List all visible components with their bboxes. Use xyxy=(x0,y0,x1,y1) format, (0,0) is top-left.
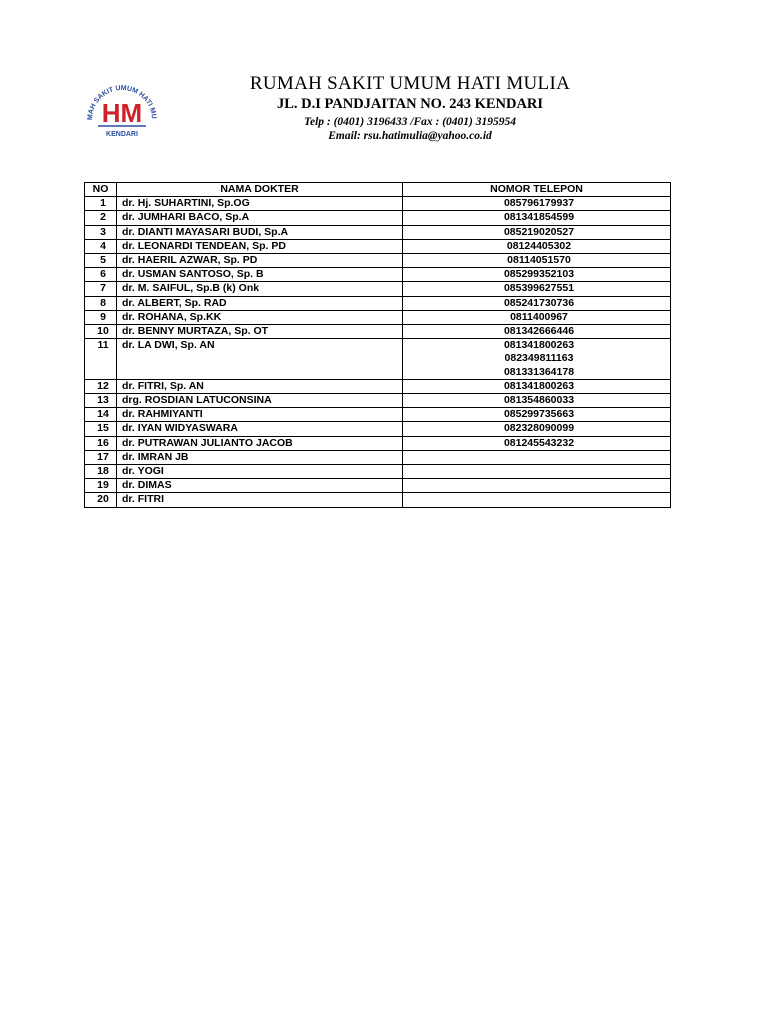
phone-number: 082349811163 xyxy=(504,352,574,365)
doctor-name: dr. FITRI xyxy=(117,493,403,507)
phone-number: 08114051570 xyxy=(507,254,571,267)
table-row xyxy=(85,408,671,422)
column-header-phone-number: NOMOR TELEPON xyxy=(403,183,671,197)
phone-number-cell xyxy=(403,339,671,380)
row-number: 14 xyxy=(85,408,117,422)
row-number: 3 xyxy=(85,225,117,239)
phone-number-cell xyxy=(403,197,671,211)
doctor-name: dr. IMRAN JB xyxy=(117,450,403,464)
doctor-name: dr. FITRI, Sp. AN xyxy=(117,379,403,393)
phone-number: 081341800263 xyxy=(503,339,575,352)
phone-number-cell xyxy=(403,225,671,239)
logo-monogram: HM xyxy=(101,98,143,128)
phone-number-cell xyxy=(403,450,671,464)
table-row xyxy=(85,254,671,268)
logo-bottom-text: KENDARI xyxy=(106,131,138,138)
phone-number: 081331364178 xyxy=(503,365,575,378)
row-number: 10 xyxy=(85,325,117,339)
phone-number: 085241730736 xyxy=(503,296,575,309)
phone-number-cell xyxy=(403,379,671,393)
doctor-name: dr. DIANTI MAYASARI BUDI, Sp.A xyxy=(117,225,403,239)
doctor-name: dr. HAERIL AZWAR, Sp. PD xyxy=(117,254,403,268)
table-row xyxy=(85,394,671,408)
doctor-name: dr. M. SAIFUL, Sp.B (k) Onk xyxy=(117,282,403,296)
phone-number: 085299352103 xyxy=(503,268,575,281)
phone-number-cell xyxy=(403,310,671,324)
row-number: 4 xyxy=(85,239,117,253)
phone-number-cell xyxy=(403,436,671,450)
phone-number-cell xyxy=(403,268,671,282)
row-number: 15 xyxy=(85,422,117,436)
phone-number-cell xyxy=(403,325,671,339)
doctor-name: dr. BENNY MURTAZA, Sp. OT xyxy=(117,325,403,339)
column-header-doctor-name: NAMA DOKTER xyxy=(117,183,403,197)
phone-number: 081354860033 xyxy=(503,394,575,407)
hospital-email: Email: rsu.hatimulia@yahoo.co.id xyxy=(328,130,492,142)
phone-number-cell xyxy=(403,479,671,493)
row-number: 18 xyxy=(85,465,117,479)
phone-number-cell xyxy=(403,254,671,268)
doctor-name: dr. RAHMIYANTI xyxy=(117,408,403,422)
table-header-row xyxy=(85,183,671,197)
table-row xyxy=(85,282,671,296)
phone-number-cell xyxy=(403,465,671,479)
phone-number: 085796179937 xyxy=(503,197,575,210)
doctor-name: dr. LEONARDI TENDEAN, Sp. PD xyxy=(117,239,403,253)
table-row xyxy=(85,325,671,339)
phone-number-cell xyxy=(403,408,671,422)
table-row xyxy=(85,479,671,493)
table-row xyxy=(85,296,671,310)
doctor-contact-table xyxy=(84,182,671,508)
table-row xyxy=(85,339,671,380)
doctor-name: dr. Hj. SUHARTINI, Sp.OG xyxy=(117,197,403,211)
doctor-name: dr. DIMAS xyxy=(117,479,403,493)
doctor-name: dr. ALBERT, Sp. RAD xyxy=(117,296,403,310)
doctor-name: dr. JUMHARI BACO, Sp.A xyxy=(117,211,403,225)
row-number: 6 xyxy=(85,268,117,282)
doctor-name: dr. LA DWI, Sp. AN xyxy=(117,339,403,380)
row-number: 9 xyxy=(85,310,117,324)
table-row xyxy=(85,310,671,324)
doctor-name: dr. IYAN WIDYASWARA xyxy=(117,422,403,436)
phone-number-cell xyxy=(403,239,671,253)
phone-number: 085219020527 xyxy=(503,225,575,238)
row-number: 19 xyxy=(85,479,117,493)
phone-number: 081342666446 xyxy=(503,325,575,338)
row-number: 11 xyxy=(85,339,117,380)
phone-number: 082328090099 xyxy=(503,422,575,435)
row-number: 16 xyxy=(85,436,117,450)
doctor-name: dr. PUTRAWAN JULIANTO JACOB xyxy=(117,436,403,450)
phone-number: 0811400967 xyxy=(510,310,568,323)
table-row xyxy=(85,436,671,450)
table-row xyxy=(85,225,671,239)
phone-number: 08124405302 xyxy=(506,239,572,252)
doctor-name: drg. ROSDIAN LATUCONSINA xyxy=(117,394,403,408)
hospital-address: JL. D.I PANDJAITAN NO. 243 KENDARI xyxy=(276,96,544,112)
column-header-no: NO xyxy=(85,183,117,197)
phone-number-cell xyxy=(403,296,671,310)
row-number: 8 xyxy=(85,296,117,310)
phone-number: 085299735663 xyxy=(503,408,575,421)
table-row xyxy=(85,422,671,436)
phone-number-cell xyxy=(403,282,671,296)
phone-number-cell xyxy=(403,422,671,436)
table-row xyxy=(85,211,671,225)
row-number: 20 xyxy=(85,493,117,507)
table-row xyxy=(85,465,671,479)
hospital-name-title: RUMAH SAKIT UMUM HATI MULIA xyxy=(249,73,571,94)
row-number: 1 xyxy=(85,197,117,211)
row-number: 17 xyxy=(85,450,117,464)
phone-number: 081341854599 xyxy=(503,211,575,224)
phone-number: 081341800263 xyxy=(503,379,575,392)
phone-number-cell xyxy=(403,493,671,507)
row-number: 2 xyxy=(85,211,117,225)
row-number: 12 xyxy=(85,379,117,393)
phone-number-cell xyxy=(403,394,671,408)
phone-number-cell xyxy=(403,211,671,225)
table-row xyxy=(85,379,671,393)
table-row xyxy=(85,197,671,211)
logo-arc-text: MAH SAKIT UMUM HATI MU xyxy=(86,84,158,121)
row-number: 7 xyxy=(85,282,117,296)
phone-number: 085399627551 xyxy=(503,282,575,295)
doctor-name: dr. USMAN SANTOSO, Sp. B xyxy=(117,268,403,282)
doctor-name: dr. YOGI xyxy=(117,465,403,479)
table-row xyxy=(85,268,671,282)
table-row xyxy=(85,239,671,253)
row-number: 5 xyxy=(85,254,117,268)
row-number: 13 xyxy=(85,394,117,408)
doctor-name: dr. ROHANA, Sp.KK xyxy=(117,310,403,324)
hospital-logo-icon xyxy=(82,80,162,142)
phone-number: 081245543232 xyxy=(503,436,575,449)
hospital-phone-fax: Telp : (0401) 3196433 /Fax : (0401) 3195954 xyxy=(304,116,516,128)
table-row xyxy=(85,493,671,507)
table-row xyxy=(85,450,671,464)
doctor-rows xyxy=(85,197,671,507)
